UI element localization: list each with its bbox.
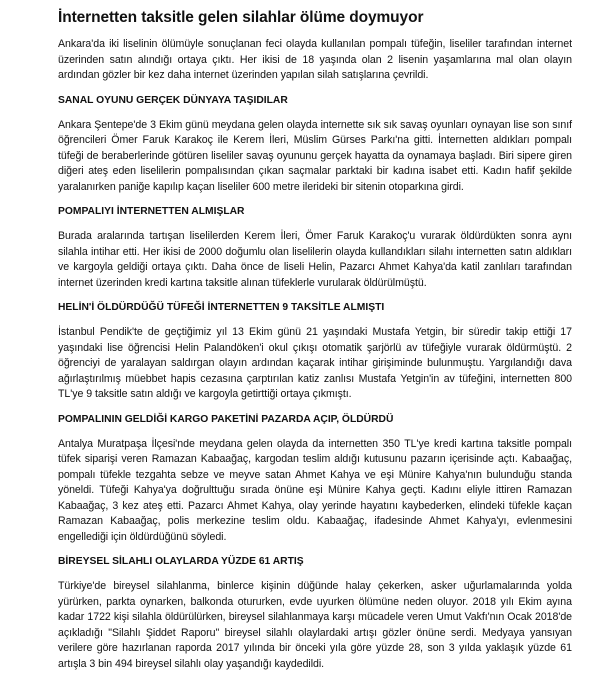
section-heading: BİREYSEL SİLAHLI OLAYLARDA YÜZDE 61 ARTIŞ [58, 556, 304, 567]
section-paragraph: Antalya Muratpaşa İlçesi'nde meydana gelen olayda da internetten 350 TL'ye kredi kartına taksitle pompalı tüfek siparişi veren Ramazan Kabaağaç, kargodan teslim aldığı kutusunu pazarın içerisinde açtı. Kabaağaç, pompalı tüfekle tezgahta sebze ve meyve satan Ahmet Kahya ve eşi Münire Kahya'nın bulunduğu standa yöneldi. Tüfeği Kahya'ya doğrulttuğu sırada önüne eşi Münire Kahya geçti. Kadını eliyle ittiren Ramazan Kabaağaç, 3 kez ateş etti. Pazarcı Ahmet Kahya, olay yerinde hayatını kaybederken, elindeki tüfekle kaçan Ramazan Kabaağaç, polis merkezine teslim oldu. Kabaağaç, ifadesinde Ahmet Kahya'yı, evlenmesini engellediği için öldürdüğünü söyledi. [58, 437, 572, 543]
article-title: İnternetten taksitle gelen silahlar ölüme doymuyor [58, 9, 424, 26]
section-heading: HELİN'İ ÖLDÜRDÜĞÜ TÜFEĞİ İNTERNETTEN 9 TAKSİTLE ALMIŞTI [58, 302, 385, 313]
section-heading: POMPALIYI İNTERNETTEN ALMIŞLAR [58, 206, 245, 217]
section-paragraph: İstanbul Pendik'te de geçtiğimiz yıl 13 Ekim günü 21 yaşındaki Mustafa Yetgin, bir süredir takip ettiği 17 yaşındaki lise öğrencisi Helin Palandöken'i okul çıkışı otomatik şarjörlü av tüfeğiyle vurarak öldürmüştü. 2 öğrenciyi de yaralayan saldırgan olayın ardından kaçarak intihar girişiminde bulunmuştu. Yargılandığı dava ağırlaştırılmış müebbet hapis cezasına çarptırılan katiz zanlısı Mustafa Yetgin'in av tüfeğini, internetten 800 TL'ye 9 taksitle satın aldığı ve kargoyla getirttiği ortaya çıkmıştı. [58, 326, 572, 400]
section-heading: SANAL OYUNU GERÇEK DÜNYAYA TAŞIDILAR [58, 94, 288, 106]
intro-paragraph: Ankara'da iki liselinin ölümüyle sonuçlanan feci olayda kullanılan pompalı tüfeğin, liseliler tarafından internet üzerinden satın alındığı ortaya çıktı. Her ikisi de 18 yaşında olan 2 lisenin yaşamlarına mal olan olayın ardından gözler bir kez daha internet üzerinden yapılan silah satışlarına çevrildi. [58, 38, 572, 81]
section-heading: POMPALININ GELDİĞİ KARGO PAKETİNİ PAZARDA AÇIP, ÖLDÜRDÜ [58, 413, 394, 425]
section-paragraph: Ankara Şentepe'de 3 Ekim günü meydana gelen olayda internette sık sık savaş oyunları oynayan lise son sınıf öğrencileri Ömer Faruk Karakoç ile Kerem İleri, Müslim Gürses Parkı'na gitti. İnternetten aldıkları pompalı tüfeği de beraberlerinde götüren liseliler savaş oyununu gerçek hayatta da oynamaya başladı. Biri sipere giren diğeri ateş eden liselilerin pompalısından çıkan saçmalar parktaki bir kadına isabet etti. Kadın hafif şekilde yaralanırken paniğe kapılıp kaçan liseliler 600 metre ilerideki bir sitenin otoparkına girdi. [58, 118, 572, 193]
section-paragraph: Türkiye'de bireysel silahlanma, binlerce kişinin düğünde halay çekerken, asker uğurlamalarında yolda yürürken, parkta oynarken, balkonda otururken, evde uyurken ölümüne neden oluyor. 2018 yılı Ekim ayına kadar 1722 kişi silahla öldürülürken, bireysel silahlanmaya karşı mücadele veren Umut Vakfı'nın Ocak 2018'de açıkladığı "Silahlı Şiddet Raporu" bireysel silahlı olaylardaki artışı gözler önüne serdi. Medyaya yansıyan verilere göre hazırlanan raporda 2017 yılında bir önceki yıla göre yüzde 28, son 3 yılda yaklaşık yüzde 61 artışla 3 bin 494 bireysel silahlı olay yaşandığı kaydedildi. [58, 580, 572, 670]
section-paragraph: Burada aralarında tartışan liselilerden Kerem İleri, Ömer Faruk Karakoç'u vurarak öldürdükten sonra aynı silahla intihar etti. Her ikisi de 2000 doğumlu olan liselilerin olayda kullandıkları silahı internetten satın aldıkları ve kargoyla geldiği ortaya çıktı. Daha önce de liseli Helin, Pazarcı Ahmet Kahya'da katil zanlıları tarafından internet üzerinden kredi kartına taksitle alınan tüfeklerle vurularak öldürülmüştü. [58, 230, 572, 289]
